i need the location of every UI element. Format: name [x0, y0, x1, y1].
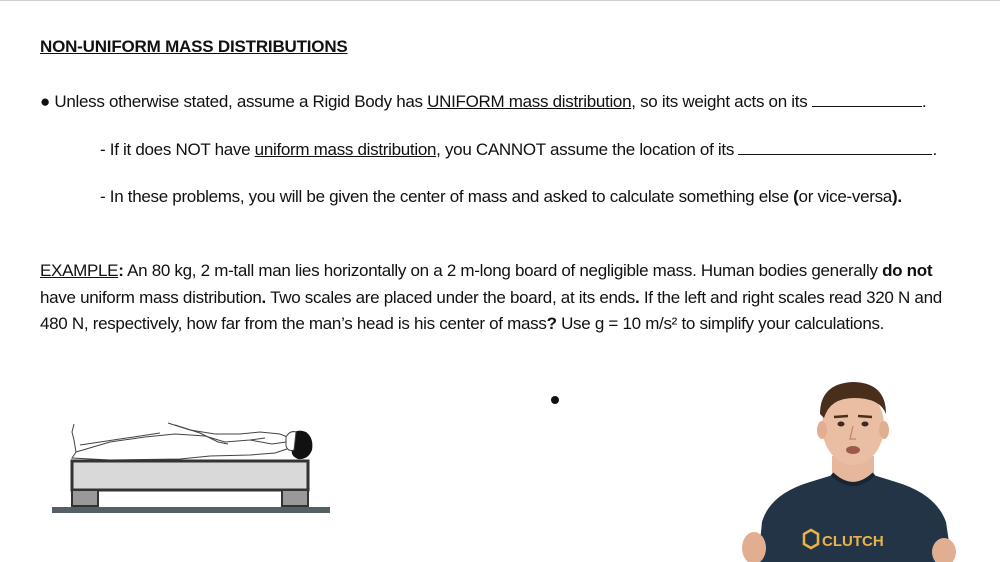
- page-title: NON-UNIFORM MASS DISTRIBUTIONS: [40, 37, 348, 56]
- sub2-paren-open: (: [793, 187, 799, 206]
- example-bold-do-not: do not: [882, 261, 933, 280]
- presenter-video: [740, 372, 960, 562]
- answer-blank-2[interactable]: [738, 140, 932, 155]
- ground: [52, 507, 330, 513]
- bullet-text-underlined: UNIFORM mass distribution: [427, 92, 632, 111]
- face-outline: [286, 432, 296, 451]
- top-divider: [0, 0, 1000, 1]
- example-label: EXAMPLE: [40, 261, 119, 280]
- sub1-text-pre: - If it does NOT have: [100, 140, 251, 159]
- example-question-mark: ?: [546, 314, 557, 333]
- sub2-text-mid: or vice-versa: [798, 187, 892, 206]
- bullet-text-post: , so its weight acts on its: [631, 92, 808, 111]
- answer-blank-1[interactable]: [812, 92, 922, 107]
- cursor-dot: [551, 396, 559, 404]
- sub2-paren-close: ).: [891, 187, 902, 206]
- board: [72, 461, 308, 490]
- example-text-1: An 80 kg, 2 m-tall man lies horizontally on a 2 m-long board of negligible mass. Human bodies generally: [123, 261, 883, 280]
- example-problem: [40, 258, 955, 338]
- example-dot-2: .: [261, 287, 266, 307]
- sub-point-non-uniform: [100, 140, 937, 160]
- bullet-text-end: .: [921, 92, 927, 111]
- example-text-4: If the left and right scales read 320 N and 480 N, respectively, how far from the man’s head is his center of mass: [40, 287, 942, 333]
- right-scale: [282, 490, 308, 506]
- example-text-5: Use g = 10 m/s² to simplify your calculations.: [556, 314, 885, 333]
- sub1-text-underlined: uniform mass distribution: [254, 140, 437, 159]
- sub2-text-pre: - In these problems, you will be given the center of mass and asked to calculate something else: [100, 187, 789, 206]
- bullet-uniform-mass: [40, 92, 926, 112]
- bullet-marker: ●: [40, 92, 50, 111]
- man-silhouette: [72, 423, 290, 460]
- example-dot-3: .: [635, 287, 640, 307]
- example-text-3: Two scales are placed under the board, at its ends: [265, 287, 635, 307]
- example-text-2: have uniform mass distribution: [40, 287, 262, 307]
- sub1-text-end: .: [932, 140, 937, 159]
- sub1-text-post: , you CANNOT assume the location of its: [436, 140, 735, 159]
- sub-point-problems: [100, 187, 902, 207]
- shirt-logo: CLUTCH: [822, 533, 884, 550]
- example-colon: :: [118, 261, 124, 280]
- man-on-board-figure: [50, 412, 335, 524]
- bullet-text-pre: Unless otherwise stated, assume a Rigid Body has: [54, 92, 423, 111]
- left-scale: [72, 490, 98, 506]
